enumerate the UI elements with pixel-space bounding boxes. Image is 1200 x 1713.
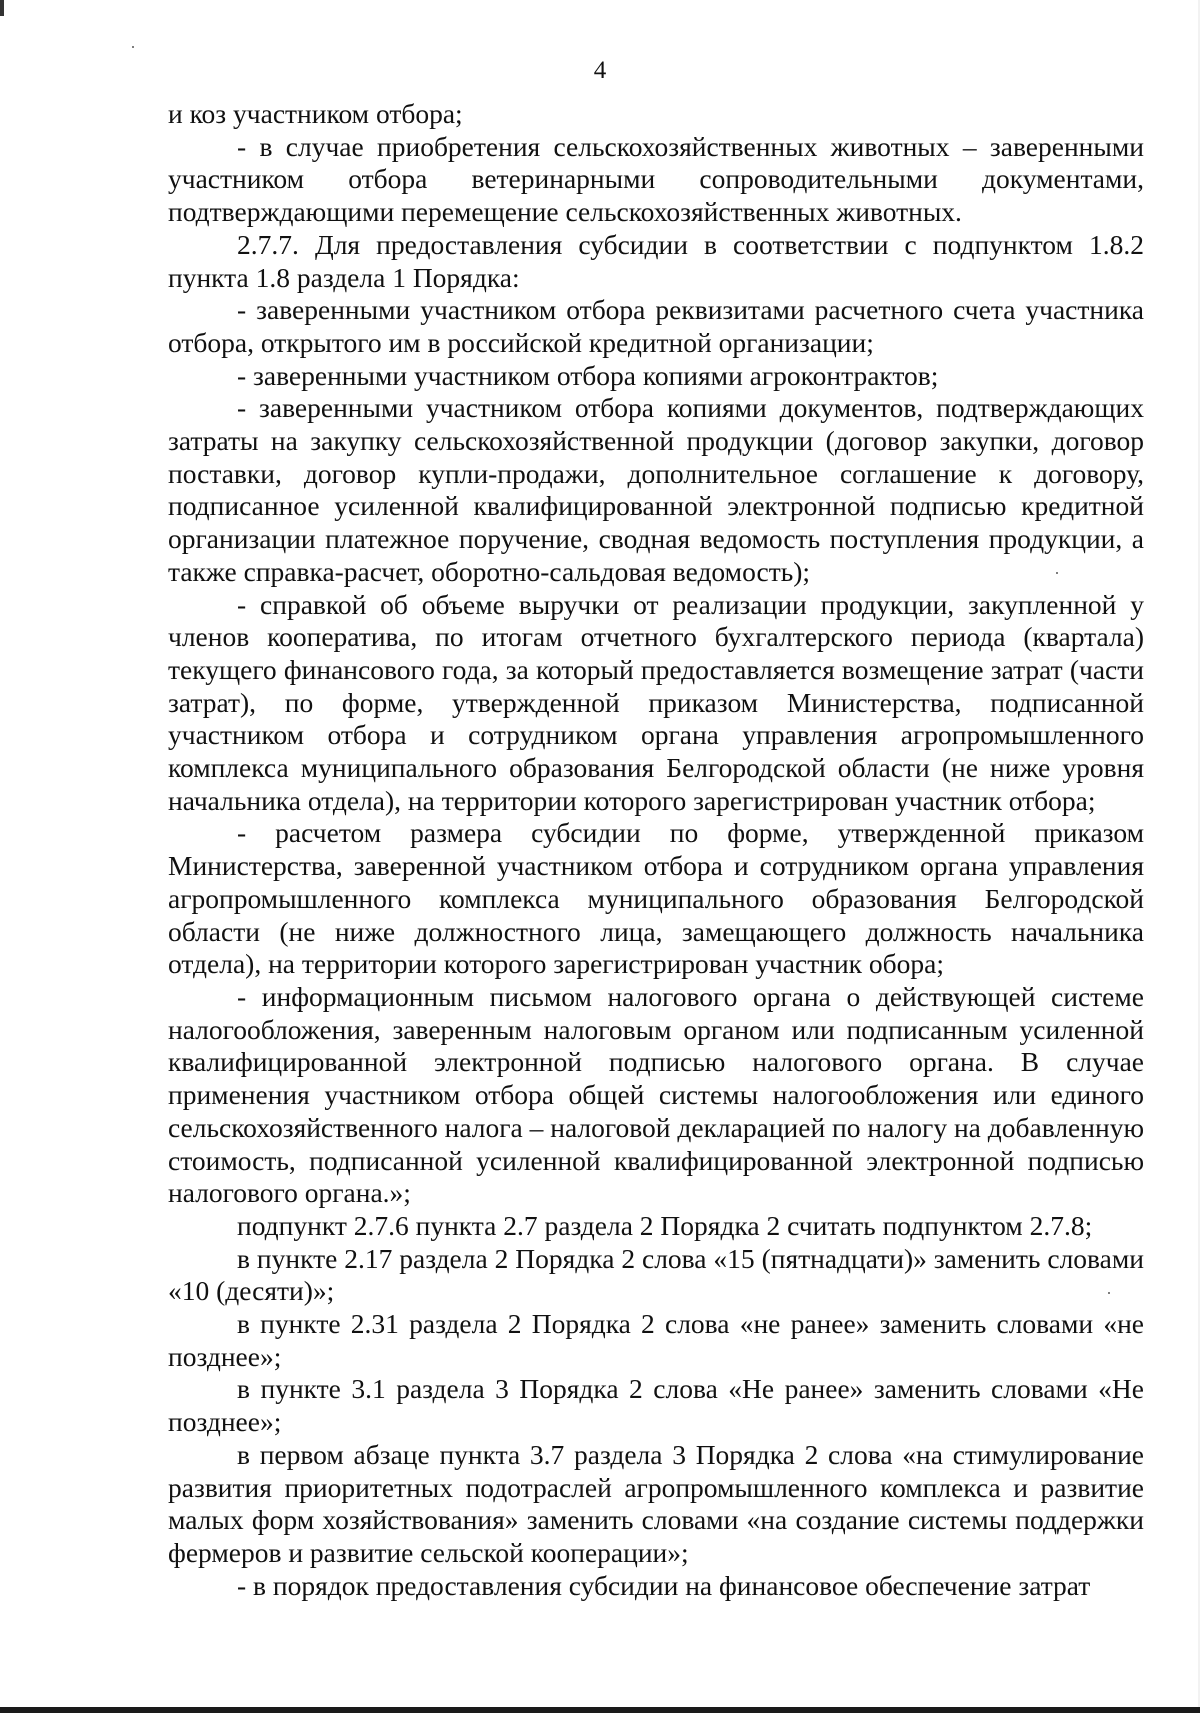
paragraph: - заверенными участником отбора реквизитами расчетного счета участника отбора, открытого им в российской кредитной организации; bbox=[168, 294, 1144, 358]
paragraph: 2.7.7. Для предоставления субсидии в соответствии с подпунктом 1.8.2 пункта 1.8 раздела 1 Порядка: bbox=[168, 228, 1144, 293]
paragraph: - заверенными участником отбора копиями документов, подтверждающих затраты на закупку сельскохозяйственной продукции (договор закупки, договор поставки, договор купли-продажи, дополнительное соглашение к договору, подписанное усиленной квалифицированной электронной подписью кредитной организации платежное поручение, сводная ведомость поступления продукции, а также справка-расчет, оборотно-сальдовая ведомость); bbox=[168, 392, 1144, 587]
paragraph: - расчетом размера субсидии по форме, утвержденной приказом Министерства, заверенной участником отбора и сотрудником органа управления агропромышленного комплекса муниципального образования Белгородской области (не ниже должностного лица, замещающего должность начальника отдела), на территории которого зарегистрирован участник обора; bbox=[168, 817, 1144, 980]
paragraph: в пункте 3.1 раздела 3 Порядка 2 слова «Не ранее» заменить словами «Не позднее»; bbox=[168, 1373, 1144, 1438]
paragraph: и коз участником отбора; bbox=[168, 98, 463, 129]
document-body bbox=[168, 98, 1144, 1602]
paragraph: - справкой об объеме выручки от реализации продукции, закупленной у членов кооператива, по итогам отчетного бухгалтерского периода (квартала) текущего финансового года, за который предоставляется возмещение затрат (части затрат), по форме, утвержденной приказом Министерства, подписанной участником отбора и сотрудником органа управления агропромышленного комплекса муниципального образования Белгородской области (не ниже уровня начальника отдела), на территории которого зарегистрирован участник отбора; bbox=[168, 588, 1144, 816]
paragraph: в первом абзаце пункта 3.7 раздела 3 Порядка 2 слова «на стимулирование развития приоритетных подотраслей агропромышленного комплекса и развитие малых форм хозяйствования» заменить словами «на создание системы поддержки фермеров и развитие сельской кооперации»; bbox=[168, 1438, 1144, 1568]
paragraph: - в порядок предоставления субсидии на финансовое обеспечение затрат bbox=[237, 1569, 1091, 1601]
paragraph: - в случае приобретения сельскохозяйственных животных – заверенными участником отбора ветеринарными сопроводительными документами, подтверждающими перемещение сельскохозяйственных животных. bbox=[168, 130, 1144, 228]
paragraph: в пункте 2.17 раздела 2 Порядка 2 слова «15 (пятнадцати)» заменить словами «10 (десяти)»; bbox=[168, 1242, 1144, 1307]
paragraph: - информационным письмом налогового органа о действующей системе налогообложения, заверенным налоговым органом или подписанным усиленной квалифицированной электронной подписью налогового органа. В случае применения участником отбора общей системы налогообложения или единого сельскохозяйственного налога – налоговой декларацией по налогу на добавленную стоимость, подписанной усиленной квалифицированной электронной подписью налогового органа.»; bbox=[168, 980, 1144, 1209]
scan-speck bbox=[132, 46, 134, 48]
paragraph: - заверенными участником отбора копиями агроконтрактов; bbox=[237, 359, 939, 391]
page-number: 4 bbox=[593, 57, 607, 84]
scan-bottom-border bbox=[0, 1707, 1200, 1713]
paragraph: в пункте 2.31 раздела 2 Порядка 2 слова «не ранее» заменить словами «не позднее»; bbox=[168, 1308, 1144, 1372]
scan-edge-mark bbox=[0, 0, 4, 16]
paragraph: подпункт 2.7.6 пункта 2.7 раздела 2 Порядка 2 считать подпунктом 2.7.8; bbox=[237, 1209, 1093, 1241]
